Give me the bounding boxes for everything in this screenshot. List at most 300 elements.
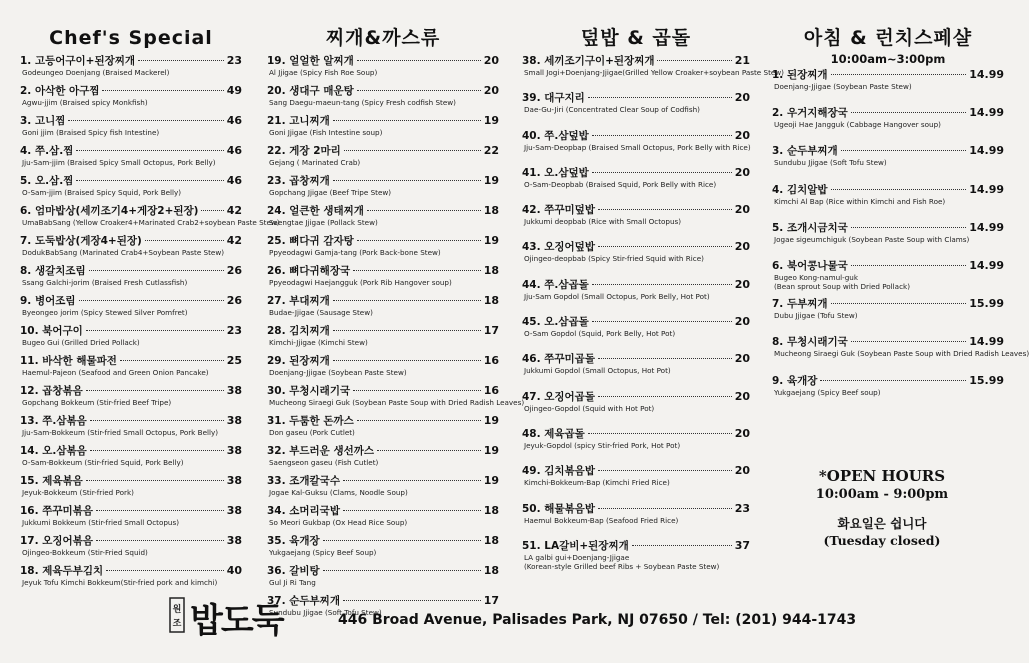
menu-item-price: 25 — [226, 354, 242, 367]
menu-item-description: Kimchi-Jjigae (Kimchi Stew) — [269, 338, 368, 347]
menu-item-price: 19 — [483, 474, 499, 487]
menu-item-name: 12. 곱창볶음 — [20, 385, 83, 397]
dot-leader — [353, 390, 481, 391]
menu-item-description: Dae-Gu-Jiri (Concentrated Clear Soup of Codfish) — [524, 105, 700, 115]
menu-item-name: 15. 제육볶음 — [20, 475, 83, 487]
dot-leader — [820, 380, 966, 381]
menu-item-description: Jju-Sam-Bokkeum (Stir-fried Small Octopus, Pork Belly) — [22, 428, 219, 437]
menu-item-row — [20, 84, 242, 98]
menu-item-name: 21. 고니찌개 — [267, 115, 330, 127]
menu-item — [772, 183, 1004, 221]
dot-leader — [588, 433, 732, 434]
menu-item-name: 23. 곱창찌개 — [267, 175, 330, 187]
dot-leader — [598, 246, 732, 247]
menu-item-description: Ojingeo-Bokkeum (Stir-Fried Squid) — [22, 548, 148, 557]
menu-item-row — [267, 204, 499, 218]
dot-leader — [76, 150, 223, 151]
menu-item — [522, 427, 750, 464]
menu-item-row — [20, 444, 242, 458]
logo-seal-text-1: 원 — [172, 605, 182, 615]
menu-item-name: 2. 우거지해장국 — [772, 107, 848, 120]
menu-item-name: 49. 김치볶음밥 — [522, 465, 595, 478]
menu-item-description: O-Sam Gopdol (Squid, Pork Belly, Hot Pot) — [524, 329, 676, 339]
menu-item-row — [267, 84, 499, 98]
menu-item — [772, 68, 1004, 106]
menu-item-price: 20 — [483, 84, 499, 97]
menu-item-description: Mucheong Siraegi Guk (Soybean Paste Soup with Dried Radish Leaves) — [269, 398, 525, 407]
menu-item-price: 20 — [734, 165, 750, 179]
menu-item-price: 38 — [226, 504, 242, 517]
menu-item-row — [20, 564, 242, 578]
menu-item-price: 20 — [734, 277, 750, 291]
menu-item-name: 46. 쭈꾸미곱돌 — [522, 353, 595, 366]
menu-item — [267, 534, 499, 564]
menu-item — [267, 504, 499, 534]
menu-item-row — [522, 464, 750, 478]
menu-item-description: Saengseon gaseu (Fish Cutlet) — [269, 458, 379, 467]
menu-item-name: 1. 고등어구이+된장찌개 — [20, 55, 136, 67]
menu-item-description: Jogae sigeumchiguk (Soybean Paste Soup with Clams) — [774, 234, 970, 244]
dot-leader — [106, 570, 224, 571]
menu-item — [267, 144, 499, 174]
menu-item — [522, 240, 750, 277]
menu-item — [20, 204, 280, 234]
menu-item — [20, 444, 242, 474]
menu-item-price: 18 — [483, 264, 499, 277]
menu-item-row — [267, 564, 499, 578]
menu-item-name: 32. 부드러운 생선까스 — [267, 445, 375, 457]
menu-item-price: 14.99 — [969, 144, 1004, 158]
menu-item-price: 42 — [226, 234, 242, 247]
dot-leader — [96, 510, 224, 511]
menu-item-row — [20, 474, 242, 488]
menu-item-row — [267, 384, 499, 398]
menu-item-name: 8. 무청시래기국 — [772, 336, 848, 349]
menu-item-description: LA galbi gui+Doenjang-Jjigae — [524, 552, 630, 562]
menu-item-price: 38 — [226, 474, 242, 487]
menu-item-name: 9. 육개장 — [772, 374, 818, 387]
dot-leader — [79, 300, 224, 301]
menu-item-price: 14.99 — [969, 68, 1004, 81]
menu-item — [267, 384, 525, 414]
menu-item — [267, 114, 499, 144]
dot-leader — [657, 60, 731, 61]
dot-leader — [377, 450, 481, 451]
menu-item-row — [522, 502, 750, 516]
dot-leader — [343, 480, 481, 481]
menu-item-row — [522, 91, 750, 105]
menu-item-row — [267, 324, 499, 338]
dot-leader — [598, 209, 732, 210]
menu-item-name: 27. 부대찌개 — [267, 295, 330, 307]
dot-leader — [86, 330, 224, 331]
open-hours — [792, 467, 972, 548]
menu-item — [522, 539, 750, 576]
menu-item-price: 46 — [226, 144, 242, 157]
menu-item — [20, 234, 242, 264]
menu-item-description: Al Jjigae (Spicy Fish Roe Soup) — [269, 68, 378, 77]
menu-item-name: 4. 김치알밥 — [772, 183, 828, 196]
menu-item-price: 22 — [483, 144, 499, 157]
dot-leader — [353, 270, 481, 271]
menu-item-row — [772, 183, 1004, 197]
menu-item-row — [267, 144, 499, 158]
menu-item-name: 43. 오징어덮밥 — [522, 241, 595, 254]
menu-item — [267, 204, 499, 234]
menu-item-price: 19 — [483, 414, 499, 427]
menu-item-name: 25. 뼈다귀 감자탕 — [267, 235, 354, 247]
menu-item-price: 46 — [226, 114, 242, 127]
menu-item-description: Gopchang Bokkeum (Stir-fried Beef Tripe) — [22, 398, 172, 407]
menu-item-price: 20 — [734, 128, 750, 142]
dot-leader — [592, 172, 732, 173]
dot-leader — [333, 300, 481, 301]
menu-item-row — [267, 444, 499, 458]
menu-item-description: Jukkumi Gopdol (Small Octopus, Hot Pot) — [524, 366, 671, 376]
menu-item — [522, 278, 750, 315]
dot-leader — [323, 570, 481, 571]
menu-item — [20, 324, 242, 354]
menu-item — [20, 414, 242, 444]
menu-item — [20, 114, 242, 144]
dot-leader — [89, 270, 224, 271]
menu-item-name: 22. 게장 2마리 — [267, 145, 341, 157]
menu-item-description: Doenjang-Jjigae (Soybean Paste Stew) — [774, 82, 912, 91]
item-list — [522, 54, 784, 576]
menu-item — [20, 54, 242, 84]
menu-item-name: 1. 된장찌개 — [772, 69, 828, 81]
menu-item-price: 20 — [734, 315, 750, 329]
menu-item-row — [20, 294, 242, 308]
dot-leader — [68, 120, 223, 121]
menu-item-description: Mucheong Siraegi Guk (Soybean Paste Soup with Dried Radish Leaves) — [774, 349, 1029, 359]
menu-item-name: 8. 생갈치조림 — [20, 265, 86, 277]
menu-item-description: Godeungeo Doenjang (Braised Mackerel) — [22, 68, 170, 77]
menu-item-description: Haemul-Pajeon (Seafood and Green Onion Pancake) — [22, 368, 209, 377]
dot-leader — [851, 112, 966, 113]
menu-item-row — [772, 335, 1004, 349]
dot-leader — [333, 330, 481, 331]
dot-leader — [86, 390, 224, 391]
menu-item — [522, 91, 750, 128]
menu-item-row — [20, 234, 242, 248]
menu-item-description: Goni jjim (Braised Spicy fish Intestine) — [22, 128, 160, 137]
menu-item-row — [20, 144, 242, 158]
menu-item-price: 14.99 — [969, 335, 1004, 349]
menu-item-name: 5. 오.삼.찜 — [20, 175, 74, 187]
menu-item — [522, 390, 750, 427]
menu-item-name: 26. 뼈다귀해장국 — [267, 265, 351, 277]
menu-item-name: 4. 쭈.삼.찜 — [20, 145, 74, 157]
menu-item-row — [20, 264, 242, 278]
menu-item-row — [522, 278, 750, 292]
menu-item-price: 20 — [734, 203, 750, 217]
menu-item — [267, 444, 499, 474]
dot-leader — [102, 90, 223, 91]
menu-item — [267, 474, 499, 504]
menu-item-name: 3. 순두부찌개 — [772, 145, 838, 158]
menu-item-price: 17 — [483, 594, 499, 607]
menu-item-price: 49 — [226, 84, 242, 97]
menu-item-description: Dubu Jjigae (Tofu Stew) — [774, 311, 858, 321]
menu-item-row — [522, 315, 750, 329]
menu-item-description: So Meori Gukbap (Ox Head Rice Soup) — [269, 518, 408, 527]
menu-item-description: Gejang ( Marinated Crab) — [269, 158, 361, 167]
menu-item-description: Goni Jjigae (Fish Intestine soup) — [269, 128, 383, 137]
logo-main-text: 밥도둑 — [190, 601, 283, 641]
dot-leader — [90, 450, 224, 451]
dot-leader — [201, 210, 223, 211]
menu-item-description: Small Jogi+Doenjang-Jjigae(Grilled Yellow Croaker+soybean Paste Stew) — [524, 68, 784, 77]
menu-item-price: 16 — [483, 354, 499, 367]
menu-item-description: Haemul Bokkeum-Bap (Seafood Fried Rice) — [524, 515, 679, 525]
menu-item-row — [267, 534, 499, 548]
menu-item-description: Jukkumi Bokkeum (Stir-fried Small Octopus) — [22, 518, 180, 527]
menu-item-row — [20, 204, 242, 218]
menu-item-price: 23 — [734, 501, 750, 515]
menu-item-description: Ojingeo-Gopdol (Squid with Hot Pot) — [524, 403, 655, 413]
menu-item-price: 15.99 — [969, 373, 1004, 387]
menu-item-price: 20 — [483, 54, 499, 67]
dot-leader — [343, 510, 481, 511]
dot-leader — [831, 189, 967, 190]
menu-item-description: Don gaseu (Pork Cutlet) — [269, 428, 355, 437]
menu-item-price: 26 — [226, 294, 242, 307]
menu-item-name: 31. 두툼한 돈까스 — [267, 415, 354, 427]
menu-item-description: Gul Ji Ri Tang — [269, 578, 316, 587]
menu-item-name: 16. 쭈꾸미볶음 — [20, 505, 93, 517]
menu-item-name: 30. 무청시래기국 — [267, 385, 351, 397]
menu-item-description: Jogae Kal-Guksu (Clams, Noodle Soup) — [269, 488, 408, 497]
dot-leader — [323, 540, 481, 541]
dot-leader — [344, 150, 481, 151]
menu-item-name: 9. 병어조림 — [20, 295, 76, 307]
menu-item-name: 48. 제육곱돌 — [522, 427, 585, 440]
menu-item-name: 28. 김치찌개 — [267, 325, 330, 337]
dot-leader — [357, 240, 481, 241]
menu-item-row — [20, 114, 242, 128]
menu-item-description: Yukgaejang (Spicy Beef soup) — [774, 387, 881, 397]
menu-item — [20, 174, 242, 204]
menu-item-row — [20, 354, 242, 368]
menu-item-row — [522, 54, 750, 68]
column-stews-cutlets — [267, 22, 525, 624]
menu-item-row — [772, 144, 1004, 158]
menu-item — [522, 166, 750, 203]
menu-item — [20, 294, 242, 324]
brush-calligraphy-logo-icon — [168, 594, 323, 640]
dot-leader — [367, 210, 481, 211]
menu-item-price: 19 — [483, 234, 499, 247]
menu-item-description: Yukgaejang (Spicy Beef Soup) — [269, 548, 377, 557]
menu-item-row — [772, 259, 1004, 273]
dot-leader — [592, 135, 732, 136]
menu-item — [522, 464, 750, 501]
menu-item — [20, 144, 242, 174]
menu-item-description: Ugeoji Hae Jangguk (Cabbage Hangover soup) — [774, 120, 941, 130]
dot-leader — [598, 396, 732, 397]
menu-item-name: 11. 바삭한 해물파전 — [20, 355, 117, 367]
menu-item — [772, 335, 1029, 373]
menu-item-price: 19 — [483, 114, 499, 127]
dot-leader — [76, 180, 223, 181]
menu-item-description: Budae-Jjigae (Sausage Stew) — [269, 308, 373, 317]
menu-item-name: 45. 오.삼곱돌 — [522, 316, 589, 329]
menu-item — [522, 352, 750, 389]
open-hours-time: 10:00am - 9:00pm — [815, 487, 949, 502]
menu-item-name: 6. 엄마밥상(세끼조기4+게장2+된장) — [20, 205, 199, 217]
menu-item-description: Jju-Sam Gopdol (Small Octopus, Pork Belly, Hot Pot) — [524, 291, 710, 301]
dot-leader — [120, 360, 224, 361]
closed-day-korean: 화요일은 쉽니다 — [837, 516, 927, 531]
menu-item-row — [267, 414, 499, 428]
column-heading: 덮밥 & 곱돌 — [580, 27, 692, 49]
menu-item-description: Saengtae Jjigae (Pollack Stew) — [269, 218, 378, 227]
menu-item-price: 38 — [226, 444, 242, 457]
menu-item-row — [20, 174, 242, 188]
menu-item — [772, 144, 1004, 182]
menu-item-row — [522, 240, 750, 254]
lunch-hours: 10:00am~3:00pm — [830, 52, 946, 66]
menu-item — [772, 106, 1004, 144]
menu-item-row — [772, 297, 1004, 311]
menu-item-price: 18 — [483, 294, 499, 307]
menu-item-price: 23 — [226, 324, 242, 337]
menu-item-row — [267, 54, 499, 68]
dot-leader — [592, 321, 732, 322]
item-list — [772, 68, 1029, 412]
column-chefs-special — [20, 22, 280, 594]
menu-item-name: 17. 오징어볶음 — [20, 535, 93, 547]
dot-leader — [138, 60, 224, 61]
menu-item-price: 14.99 — [969, 106, 1004, 120]
menu-item-description: Bugeo Kong-namul-guk — [774, 272, 859, 282]
menu-item-price: 19 — [483, 174, 499, 187]
column-heading: Chef's Special — [49, 27, 213, 49]
dot-leader — [357, 420, 481, 421]
menu-item-name: 7. 두부찌개 — [772, 298, 828, 311]
menu-item-price: 14.99 — [969, 182, 1004, 196]
dot-leader — [598, 470, 732, 471]
menu-item — [20, 354, 242, 384]
menu-item-name: 51. LA갈비+된장찌개 — [522, 539, 629, 552]
menu-item-description: Ppyeodagwi Gamja-tang (Pork Back-bone Stew) — [269, 248, 441, 257]
menu-item-name: 6. 북어콩나물국 — [772, 259, 848, 272]
menu-item-price: 37 — [734, 538, 750, 552]
menu-item-description: Jukkumi deopbab (Rice with Small Octopus) — [524, 217, 682, 227]
menu-item — [522, 129, 750, 166]
menu-item-price: 20 — [734, 426, 750, 440]
menu-item-description: Gopchang Jjigae (Beef Tripe Stew) — [269, 188, 392, 197]
menu-item-description-2: (Korean-style Grilled beef Ribs + Soybean Paste Stew) — [524, 561, 720, 571]
menu-item-row — [772, 68, 1004, 82]
menu-item-name: 7. 도둑밥상(게장4+된장) — [20, 235, 142, 247]
column-lunch-special — [772, 22, 1029, 412]
menu-item-row — [267, 114, 499, 128]
menu-item-price: 14.99 — [969, 220, 1004, 234]
dot-leader — [588, 97, 732, 98]
dot-leader — [90, 420, 224, 421]
menu-item-description: Ssang Galchi-jorim (Braised Fresh Cutlassfish) — [22, 278, 188, 287]
dot-leader — [96, 540, 224, 541]
menu-item-row — [267, 504, 499, 518]
menu-item-row — [20, 504, 242, 518]
menu-item-name: 2. 아삭한 아구찜 — [20, 85, 100, 97]
menu-item-description: O-Sam-jjim (Braised Spicy Squid, Pork Belly) — [22, 188, 182, 197]
menu-item-name: 10. 북어구이 — [20, 325, 83, 337]
menu-item-name: 20. 생대구 매운탕 — [267, 85, 354, 97]
menu-item-description: UmaBabSang (Yellow Croaker4+Marinated Crab2+soybean Paste Stew) — [22, 218, 280, 227]
menu-item-row — [522, 539, 750, 553]
menu-item-name: 39. 대구지리 — [522, 92, 585, 105]
menu-item-description: Ppyeodagwi Haejangguk (Pork Rib Hangover soup) — [269, 278, 452, 287]
item-list — [267, 54, 525, 624]
menu-item — [20, 534, 242, 564]
menu-item — [267, 324, 499, 354]
item-list — [20, 54, 280, 594]
menu-item — [267, 414, 499, 444]
dot-leader — [598, 508, 732, 509]
menu-item-price: 20 — [734, 240, 750, 254]
menu-item — [20, 264, 242, 294]
menu-item — [772, 297, 1004, 335]
menu-item-description: Jju-Sam-Deopbap (Braised Small Octopus, Pork Belly with Rice) — [524, 142, 751, 152]
menu-item-row — [267, 264, 499, 278]
menu-item-name: 33. 조개칼국수 — [267, 475, 340, 487]
dot-leader — [598, 358, 732, 359]
menu-item — [522, 54, 784, 91]
footer — [0, 590, 1024, 650]
menu-item — [267, 174, 499, 204]
menu-item-price: 38 — [226, 534, 242, 547]
menu-item-price: 21 — [734, 54, 750, 67]
menu-item-price: 46 — [226, 174, 242, 187]
menu-item-description: Agwu-jjim (Braised spicy Monkfish) — [22, 98, 148, 107]
menu-item-name: 24. 얼큰한 생태찌개 — [267, 205, 364, 217]
menu-item-price: 20 — [734, 464, 750, 478]
menu-item-name: 5. 조개시금치국 — [772, 221, 848, 234]
dot-leader — [145, 240, 224, 241]
menu-item-row — [267, 174, 499, 188]
menu-item-description: Byeongeo jorim (Spicy Stewed Silver Pomfret) — [22, 308, 188, 317]
menu-item-price: 20 — [734, 389, 750, 403]
dot-leader — [333, 180, 481, 181]
menu-item-row — [267, 234, 499, 248]
menu-item-price: 18 — [483, 534, 499, 547]
menu-item-row — [522, 166, 750, 180]
menu-item-name: 38. 세끼조기구이+된장찌개 — [522, 55, 655, 67]
menu-item-row — [772, 374, 1004, 388]
menu-item — [20, 84, 242, 114]
menu-item-row — [522, 390, 750, 404]
menu-item-description: Kimchi-Bokkeum-Bap (Kimchi Fried Rice) — [524, 478, 670, 488]
menu-item-price: 18 — [483, 504, 499, 517]
column-rice-hotpot — [522, 22, 784, 576]
menu-item-description: Jeyuk-Bokkeum (Stir-fried Pork) — [22, 488, 134, 497]
menu-item-name: 18. 제육두부김치 — [20, 565, 104, 577]
dot-leader — [333, 120, 481, 121]
menu-item-price: 42 — [226, 204, 242, 217]
menu-item-description: O-Sam-Deopbab (Braised Squid, Pork Belly with Rice) — [524, 179, 717, 189]
menu-item-row — [20, 534, 242, 548]
menu-item-name: 44. 쭈.삼곱돌 — [522, 278, 589, 291]
menu-item — [20, 504, 242, 534]
menu-item — [267, 354, 499, 384]
menu-item-name: 36. 갈비탕 — [267, 565, 320, 577]
menu-item-name: 47. 오징어곱돌 — [522, 390, 595, 403]
menu-item-description: Jeyuk-Gopdol (spicy Stir-fried Pork, Hot Pot) — [524, 440, 681, 450]
menu-item-name: 19. 얼얼한 알찌개 — [267, 55, 354, 67]
